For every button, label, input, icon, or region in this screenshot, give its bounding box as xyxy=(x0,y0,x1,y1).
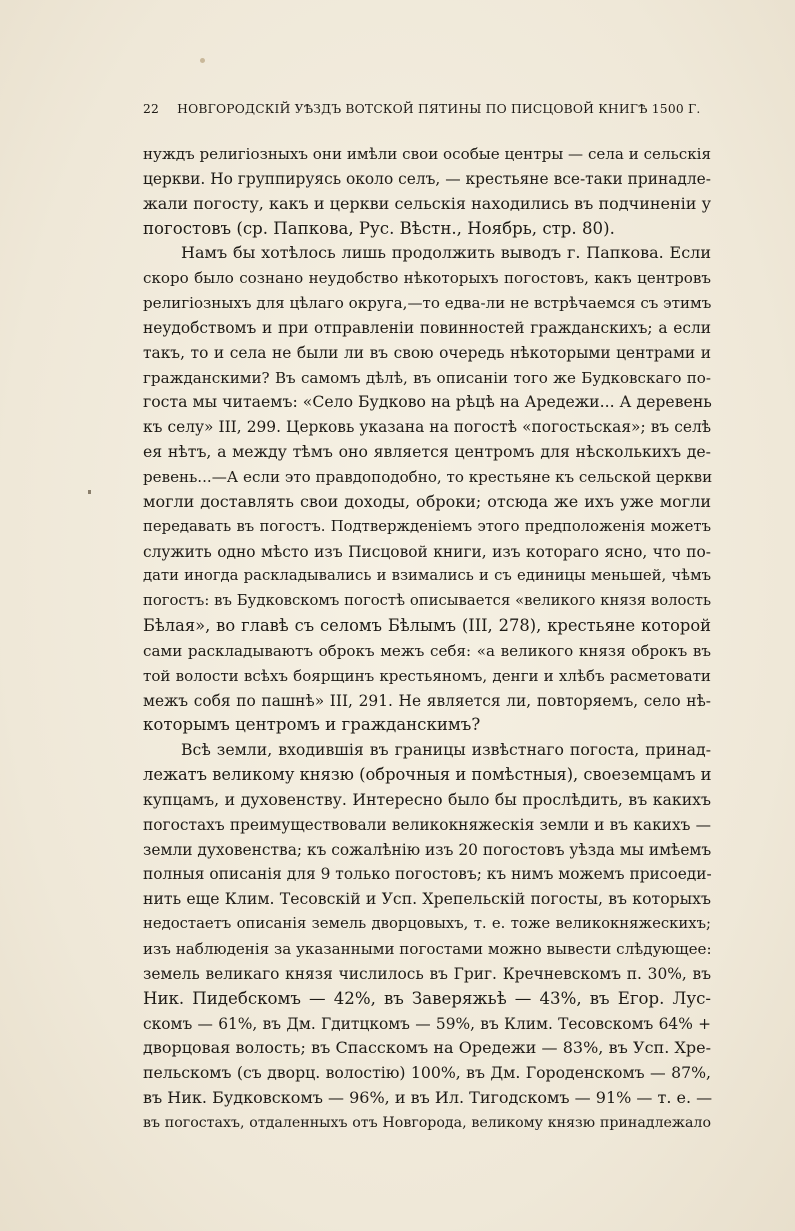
text-line: купцамъ, и духовенству. Интересно было бы прослѣдить, въ какихъ xyxy=(143,789,711,809)
text-line: пельскомъ (съ дворц. волостію) 100%, въ Дм. Городенскомъ — 87%, xyxy=(143,1063,711,1083)
text-line: погостахъ преимуществовали великокняжескія земли и въ какихъ — xyxy=(143,815,711,834)
text-line: служить одно мѣсто изъ Писцовой книги, изъ котораго ясно, что по- xyxy=(143,542,711,561)
text-line: церкви. Но группируясь около селъ, — крестьяне все-таки принадле- xyxy=(143,169,711,188)
text-line: въ погостахъ, отдаленныхъ отъ Новгорода, великому князю принадлежало xyxy=(143,1114,711,1131)
text-line: ревень...—А если это правдоподобно, то крестьяне къ сельской церкви xyxy=(143,467,713,486)
text-line: въ Ник. Будковскомъ — 96%, и въ Ил. Тигодскомъ — 91% — т. е. — xyxy=(143,1088,713,1108)
text-line: погостъ: въ Будковскомъ погостѣ описывается «великого князя волость xyxy=(143,592,711,610)
paper-speck xyxy=(200,58,205,63)
text-line: погостовъ (ср. Папкова, Рус. Вѣстн., Ноябрь, стр. 80). xyxy=(143,218,615,238)
text-line: сами раскладываютъ оброкъ межъ себя: «а великого князя оброкъ въ xyxy=(143,641,711,660)
text-line: Ник. Пидебскомъ — 42%, въ Заверяжьѣ — 43%, въ Егор. Лус- xyxy=(143,988,711,1008)
text-line: такъ, то и села не были ли въ свою очередь нѣкоторыми центрами и xyxy=(143,343,711,362)
text-line: госта мы читаемъ: «Село Будково на рѣцѣ на Аредежи... А деревень xyxy=(143,392,712,412)
text-line: передавать въ погостъ. Подтвержденіемъ этого предположенія можетъ xyxy=(143,517,711,535)
margin-mark xyxy=(88,490,91,494)
text-line: ея нѣтъ, а между тѣмъ оно является центромъ для нѣсколькихъ де- xyxy=(143,442,711,462)
text-line: недостаетъ описанія земель дворцовыхъ, т. е. тоже великокняжескихъ; xyxy=(143,915,711,933)
text-line: земли духовенства; къ сожалѣнію изъ 20 погостовъ уѣзда мы имѣемъ xyxy=(143,840,712,859)
text-line: которымъ центромъ и гражданскимъ? xyxy=(143,715,481,735)
text-line: Всѣ земли, входившія въ границы извѣстнаго погоста, принад- xyxy=(181,740,711,760)
text-line: религіозныхъ для цѣлаго округа,—то едва-ли не встрѣчаемся съ этимъ xyxy=(143,294,712,313)
text-line: скомъ — 61%, въ Дм. Гдитцкомъ — 59%, въ Клим. Тесовскомъ 64% + xyxy=(143,1014,711,1033)
text-line: скоро было сознано неудобство нѣкоторыхъ погостовъ, какъ центровъ xyxy=(143,269,711,288)
running-header xyxy=(143,102,711,116)
text-line: Бѣлая», во главѣ съ селомъ Бѣлымъ (III, 278), крестьяне которой xyxy=(143,616,711,636)
running-title: НОВГОРОДСКІЙ УѢЗДЪ ВОТСКОЙ ПЯТИНЫ ПО ПИСЦОВОЙ КНИГѢ 1500 Г. xyxy=(177,102,701,116)
text-line: гражданскими? Въ самомъ дѣлѣ, въ описаніи того же Будковскаго по- xyxy=(143,368,711,387)
text-line: изъ наблюденія за указанными погостами можно вывести слѣдующее: xyxy=(143,940,712,958)
text-line: жали погосту, какъ и церкви сельскія находились въ подчиненіи у xyxy=(143,193,711,213)
text-line: неудобствомъ и при отправленіи повинностей гражданскихъ; а если xyxy=(143,318,711,337)
text-line: лежатъ великому князю (оброчныя и помѣстныя), своеземцамъ и xyxy=(143,765,712,785)
text-line: къ селу» III, 299. Церковь указана на погостѣ «погостьская»; въ селѣ xyxy=(143,418,711,437)
text-line: межъ собя по пашнѣ» III, 291. Не является ли, повторяемъ, село нѣ- xyxy=(143,691,711,710)
text-line: полныя описанія для 9 только погостовъ; къ нимъ можемъ присоеди- xyxy=(143,865,712,884)
body-text xyxy=(143,142,711,1136)
text-line: земель великаго князя числилось въ Григ. Кречневскомъ п. 30%, въ xyxy=(143,964,711,983)
page-number: 22 xyxy=(143,102,160,116)
text-line: дворцовая волость; въ Спасскомъ на Оредежи — 83%, въ Усп. Хре- xyxy=(143,1038,711,1058)
text-line: могли доставлять свои доходы, оброки; отсюда же ихъ уже могли xyxy=(143,491,711,511)
text-line: Намъ бы хотѣлось лишь продолжить выводъ г. Папкова. Если xyxy=(181,243,711,263)
text-line: той волости всѣхъ боярщинъ крестьяномъ, денги и хлѣбъ расметовати xyxy=(143,666,711,685)
text-line: дати иногда раскладывались и взимались и съ единицы меньшей, чѣмъ xyxy=(143,567,711,585)
text-line: нить еще Клим. Тесовскій и Усп. Хрепельскій погосты, въ которыхъ xyxy=(143,889,711,909)
text-line: нуждъ религіозныхъ они имѣли свои особые центры — села и сельскія xyxy=(143,145,711,163)
